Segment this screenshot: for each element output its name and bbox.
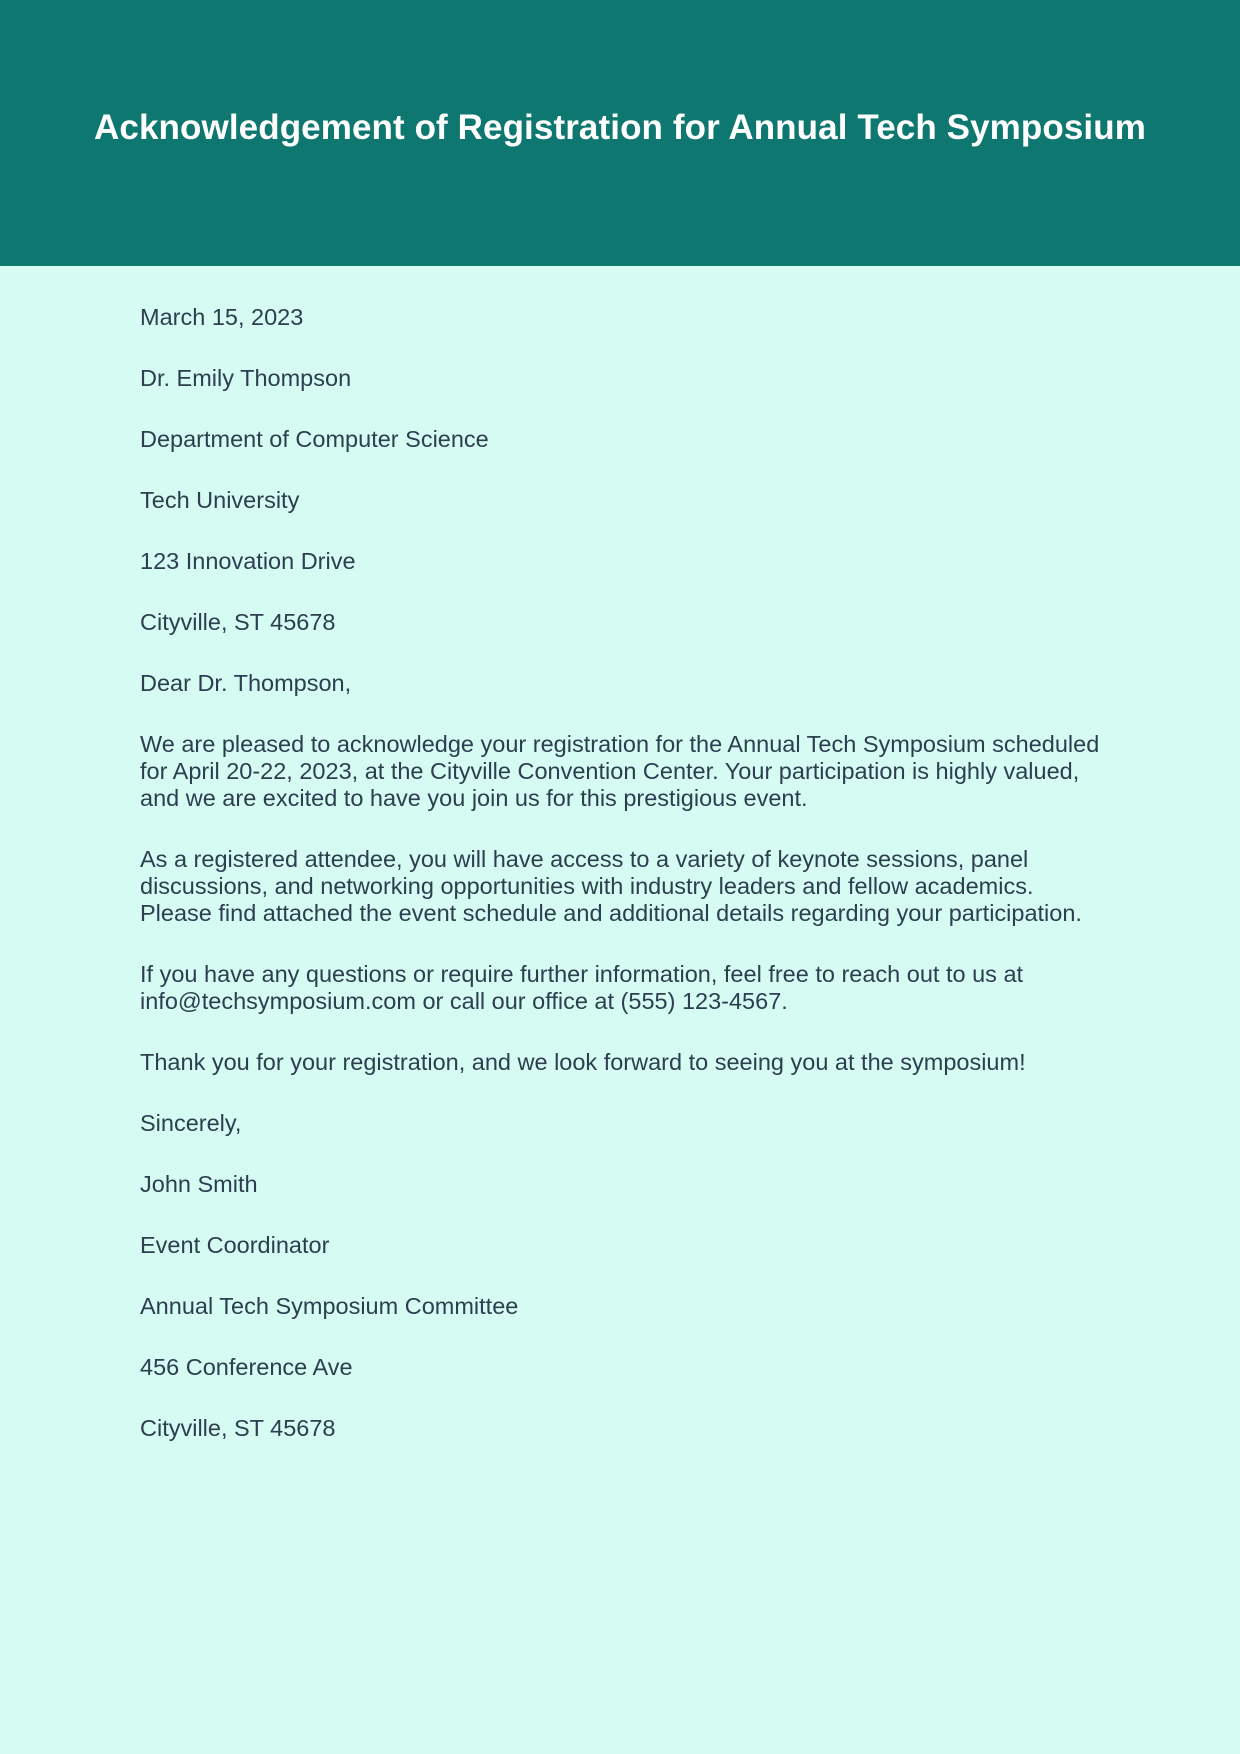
page-title: Acknowledgement of Registration for Annual Tech Symposium [94,108,1146,147]
sender-name: John Smith [140,1171,258,1197]
letter-date: March 15, 2023 [140,304,304,330]
closing: Sincerely, [140,1110,242,1136]
body-paragraph: Thank you for your registration, and we look forward to seeing you at the symposium! [140,1049,1026,1075]
sender-city: Cityville, ST 45678 [140,1415,336,1441]
letter-body [0,266,1240,1442]
body-paragraph: If you have any questions or require further information, feel free to reach out to us at info@techsymposium.com or call our office at (555) 123-4567. [140,961,1024,1014]
recipient-name: Dr. Emily Thompson [140,365,352,391]
body-paragraph: As a registered attendee, you will have access to a variety of keynote sessions, panel discussions, and networking opportunities with industry leaders and fellow academics. Please find attached the event schedule and additional details regarding your participation. [140,846,1082,926]
body-paragraph: We are pleased to acknowledge your registration for the Annual Tech Symposium scheduled for April 20-22, 2023, at the Cityville Convention Center. Your participation is highly valued, and we are excited to have you join us for this prestigious event. [140,731,1100,811]
sender-organization: Annual Tech Symposium Committee [140,1293,519,1319]
salutation: Dear Dr. Thompson, [140,670,352,696]
recipient-street: 123 Innovation Drive [140,548,356,574]
sender-street: 456 Conference Ave [140,1354,353,1380]
recipient-institution: Tech University [140,487,300,513]
recipient-department: Department of Computer Science [140,426,489,452]
recipient-city: Cityville, ST 45678 [140,609,336,635]
sender-title: Event Coordinator [140,1232,330,1258]
page-header [0,0,1240,266]
